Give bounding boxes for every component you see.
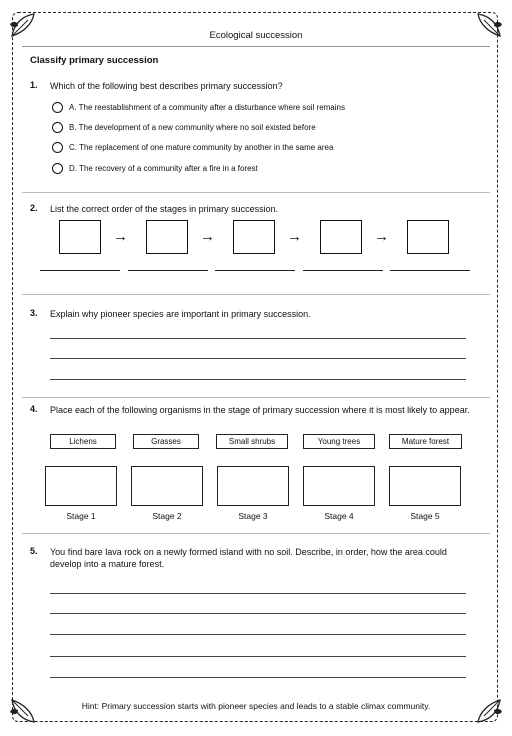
title-divider [22,46,490,47]
question-number: 1. [30,80,38,90]
writing-line[interactable] [50,593,466,594]
question-number: 4. [30,404,38,414]
radio-button[interactable] [52,102,63,113]
option-label: D. The recovery of a community after a fire in a forest [69,164,258,173]
section-divider [22,192,490,193]
writing-line[interactable] [50,634,466,635]
answer-line[interactable] [303,270,383,271]
answer-option[interactable] [52,102,345,113]
section-divider [22,294,490,295]
question-text: List the correct order of the stages in primary succession. [50,204,279,214]
right-arrow-icon: → [374,228,389,245]
sequence-box[interactable] [320,220,362,254]
sequence-box[interactable] [146,220,188,254]
organism-card[interactable]: Lichens [50,434,116,449]
answer-line[interactable] [390,270,470,271]
writing-line[interactable] [50,677,466,678]
question-text: Explain why pioneer species are important in primary succession. [50,309,311,319]
stage-label: Stage 5 [410,511,440,521]
answer-line[interactable] [40,270,120,271]
organism-card[interactable]: Small shrubs [216,434,288,449]
stage-drop-box[interactable] [217,466,289,506]
question-text: You find bare lava rock on a newly formed island with no soil. Describe, in order, how the area could develop into a mature forest. [50,547,447,569]
sequence-box[interactable] [233,220,275,254]
answer-option[interactable] [52,122,316,133]
question-number: 2. [30,203,38,213]
writing-line[interactable] [50,379,466,380]
stage-drop-box[interactable] [45,466,117,506]
writing-line[interactable] [50,338,466,339]
sequence-box[interactable] [59,220,101,254]
stage-label: Stage 3 [238,511,268,521]
sequence-box[interactable] [407,220,449,254]
answer-line[interactable] [215,270,295,271]
right-arrow-icon: → [200,228,215,245]
question-text: Which of the following best describes primary succession? [50,81,283,91]
question-number: 5. [30,546,38,556]
writing-line[interactable] [50,613,466,614]
answer-option[interactable] [52,142,333,153]
option-label: B. The development of a new community where no soil existed before [69,123,316,132]
organism-card[interactable]: Young trees [303,434,375,449]
right-arrow-icon: → [113,228,128,245]
question-number: 3. [30,308,38,318]
radio-button[interactable] [52,163,63,174]
stage-drop-box[interactable] [389,466,461,506]
answer-option[interactable] [52,163,258,174]
writing-line[interactable] [50,656,466,657]
stage-label: Stage 2 [152,511,182,521]
stage-drop-box[interactable] [131,466,203,506]
organism-card[interactable]: Grasses [133,434,199,449]
page-title: Ecological succession [209,30,303,41]
radio-button[interactable] [52,122,63,133]
answer-line[interactable] [128,270,208,271]
section-heading: Classify primary succession [30,55,159,66]
radio-button[interactable] [52,142,63,153]
question-text: Place each of the following organisms in the stage of primary succession where it is most likely to appear. [50,405,470,415]
organism-card[interactable]: Mature forest [389,434,462,449]
right-arrow-icon: → [287,228,302,245]
writing-line[interactable] [50,358,466,359]
stage-drop-box[interactable] [303,466,375,506]
option-label: C. The replacement of one mature community by another in the same area [69,143,334,152]
section-divider [22,533,490,534]
stage-label: Stage 1 [66,511,96,521]
stage-label: Stage 4 [324,511,354,521]
page-border [12,12,498,722]
section-divider [22,397,490,398]
option-label: A. The reestablishment of a community after a disturbance where soil remains [69,103,345,112]
hint-text: Hint: Primary succession starts with pioneer species and leads to a stable climax community. [81,701,431,711]
